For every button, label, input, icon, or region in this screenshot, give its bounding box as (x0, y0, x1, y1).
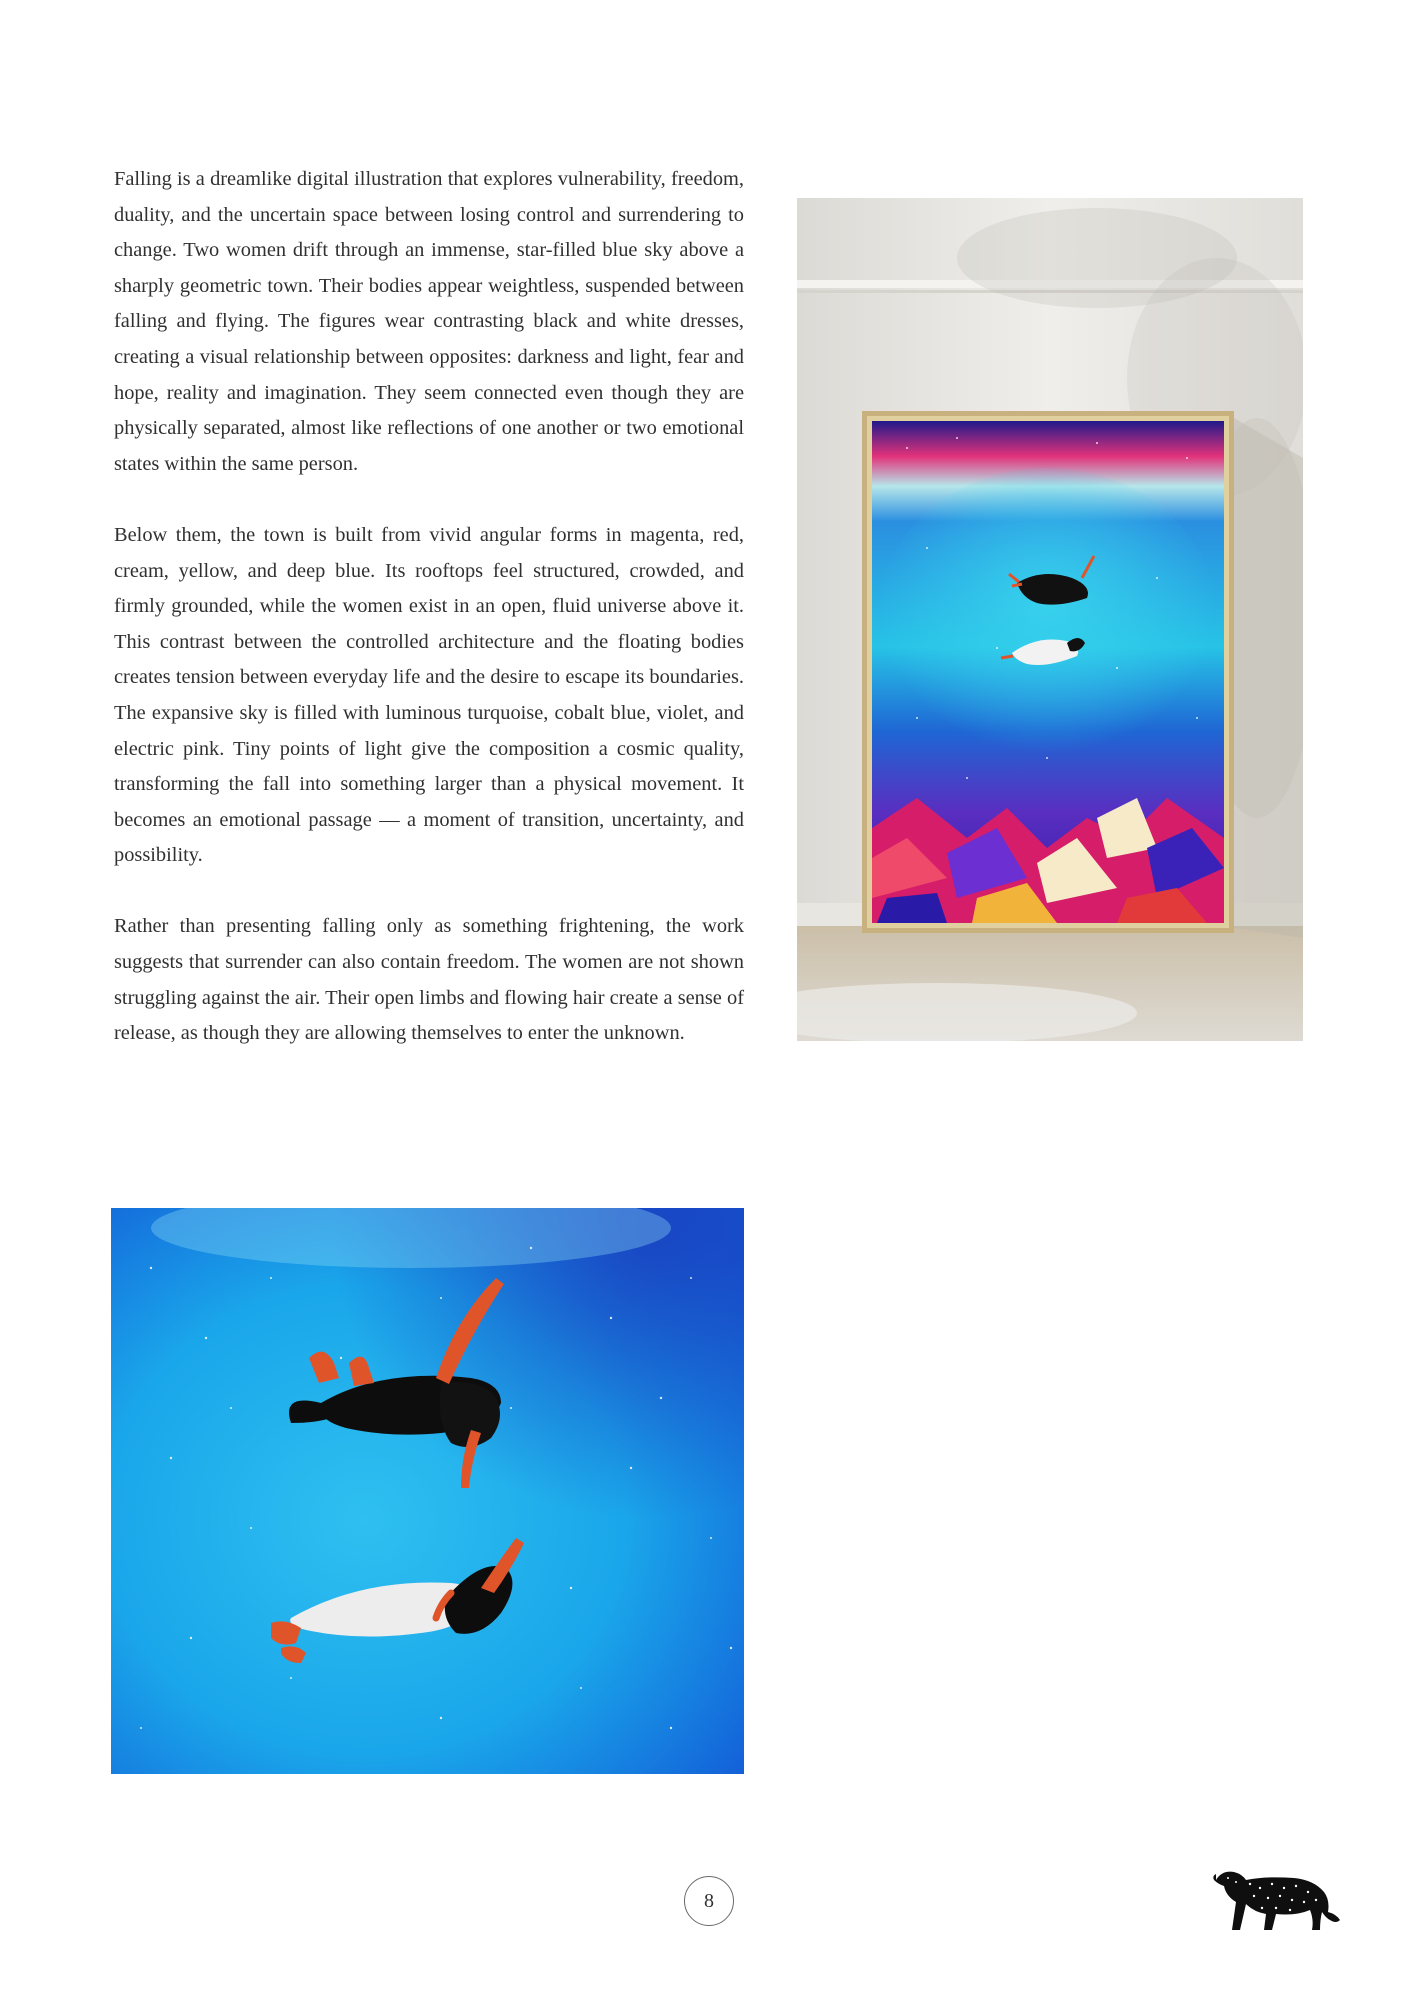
leopard-icon (1210, 1862, 1342, 1934)
framed-artwork-illustration (797, 198, 1303, 1041)
framed-artwork-photo (797, 198, 1303, 1041)
page-number: 8 (684, 1876, 734, 1926)
paragraph-3: Rather than presenting falling only as something frightening, the work suggests that surrender can also contain freedom. The women are not shown struggling against the air. Their open limbs and flowing hair create a sense of release, as though they are allowing themselves to enter the unknown. (114, 915, 744, 1045)
article-body (114, 162, 744, 1052)
paragraph-1: Falling is a dreamlike digital illustration that explores vulnerability, freedom, duality, and the uncertain space between losing control and surrendering to change. Two women drift through an immense, star-filled blue sky above a sharply geometric town. Their bodies appear weightless, suspended between falling and flying. The figures wear contrasting black and white dresses, creating a visual relationship between opposites: darkness and light, fear and hope, reality and imagination. They seem connected even though they are physically separated, almost like reflections of one another or two emotional states within the same person. (114, 168, 744, 475)
paragraph-2: Below them, the town is built from vivid angular forms in magenta, red, cream, yellow, and deep blue. Its rooftops feel structured, crowded, and firmly grounded, while the women exist in an open, fluid universe above it. This contrast between the controlled architecture and the floating bodies creates tension between everyday life and the desire to escape its boundaries. The expansive sky is filled with luminous turquoise, cobalt blue, violet, and electric pink. Tiny points of light give the composition a cosmic quality, transforming the fall into something larger than a physical movement. It becomes an emotional passage — a moment of transition, uncertainty, and possibility. (114, 523, 744, 867)
falling-women-closeup (111, 1208, 744, 1774)
falling-women-illustration (111, 1208, 744, 1774)
leopard-silhouette (1210, 1862, 1342, 1934)
